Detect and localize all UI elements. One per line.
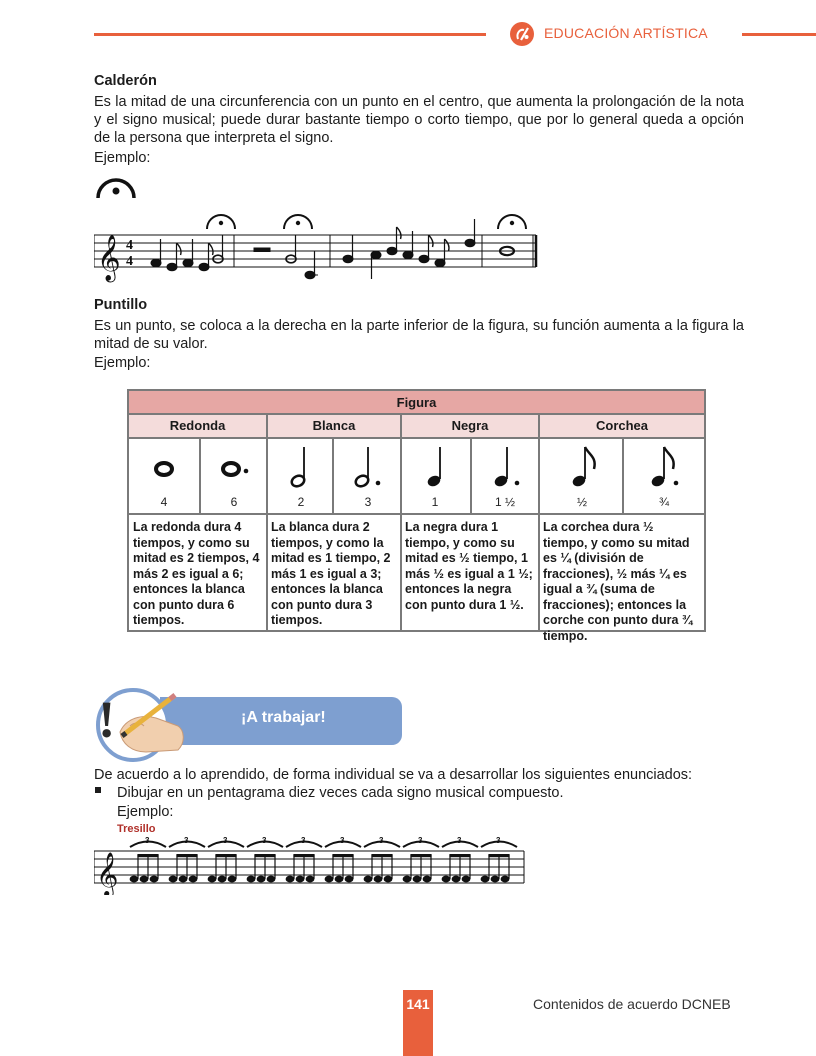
tuplet-number: 3 <box>223 836 228 845</box>
puntillo-paragraph: Es un punto, se coloca a la derecha en la parte inferior de la figura, su función aumenta a la figura la mitad de su valor. <box>94 318 744 352</box>
activity-bullet-text: Dibujar en un pentagrama diez veces cada signo musical compuesto. <box>117 785 564 801</box>
bullet-marker <box>95 787 101 793</box>
subject-logo-icon <box>509 21 535 47</box>
figure-table <box>127 389 706 643</box>
column-header-blanca: Blanca <box>312 418 356 433</box>
column-header-redonda: Redonda <box>169 418 226 433</box>
value-blanca: 2 <box>297 495 305 509</box>
fermata-staff-example <box>94 205 538 285</box>
table-header-row <box>129 415 704 439</box>
header-rule-right <box>742 33 816 36</box>
exclamation-icon: ! <box>98 692 116 749</box>
footer-text: Contenidos de acuerdo DCNEB <box>533 996 731 1012</box>
header-rule-left <box>94 33 486 36</box>
calderon-paragraph: Es la mitad de una circunferencia con un punto en el centro, que aumenta la prolongación de la nota y el signo musical; puede durar bastante tiempo o corto tiempo, que por lo general queda a opción de la persona que interpreta el signo. <box>94 94 744 146</box>
svg-text:𝄞: 𝄞 <box>97 235 121 281</box>
divider <box>622 439 624 513</box>
tuplet-number: 3 <box>145 836 150 845</box>
page-number: 141 <box>406 996 430 1012</box>
puntillo-heading: Puntillo <box>94 297 148 313</box>
divider <box>129 513 704 515</box>
tuplet-number: 3 <box>496 836 501 845</box>
description-redonda: La redonda dura 4 tiempos, y como su mitad es 2 tiempos, 4 más 2 es igual a 6; entonces la blanca con punto dura 6 tiempos. <box>133 520 260 627</box>
tuplet-number: 3 <box>379 836 384 845</box>
column-header-negra: Negra <box>451 418 489 433</box>
activity-intro: De acuerdo a lo aprendido, de forma individual se va a desarrollar los siguientes enunciados: <box>94 767 693 783</box>
table-title: Figura <box>129 391 704 415</box>
value-blanca-puntillo: 3 <box>364 495 372 509</box>
tuplet-number: 3 <box>418 836 423 845</box>
time-signature-top: 4 <box>126 238 133 253</box>
svg-text:𝄞: 𝄞 <box>96 852 119 895</box>
time-signature-bottom: 4 <box>126 254 133 269</box>
description-blanca: La blanca dura 2 tiempos, y como la mitad es 1 tiempo, 2 más 1 es igual a 3; entonces la blanca con punto dura 3 tiempos. <box>271 520 391 627</box>
divider <box>538 415 540 630</box>
tuplet-number: 3 <box>262 836 267 845</box>
value-corchea-puntillo: ¾ <box>658 495 669 509</box>
value-corchea: ½ <box>576 495 587 509</box>
tuplet-number: 3 <box>340 836 345 845</box>
description-negra: La negra dura 1 tiempo, y como su mitad es ½ tiempo, 1 más ½ es igual a 1 ½; entonces la negra con punto dura 1 ½. <box>405 520 533 612</box>
description-corchea: La corchea dura ½ tiempo, y como su mitad es ¼ (división de fracciones), ½ más ¼ es igual a ¾ (suma de fracciones); entonces la corche con punto dura ¾ tiempo. <box>543 520 693 643</box>
fermata-symbol <box>94 170 140 202</box>
puntillo-example-label: Ejemplo: <box>94 355 151 371</box>
activity-banner-title: ¡A trabajar! <box>241 709 326 726</box>
tuplet-number: 3 <box>301 836 306 845</box>
value-negra-puntillo: 1 ½ <box>494 495 515 509</box>
value-redonda: 4 <box>160 495 168 509</box>
tuplet-number: 3 <box>457 836 462 845</box>
activity-example-label: Ejemplo: <box>117 804 174 820</box>
tuplet-number: 3 <box>184 836 189 845</box>
subject-title: EDUCACIÓN ARTÍSTICA <box>544 25 708 41</box>
calderon-example-label: Ejemplo: <box>94 150 151 166</box>
value-negra: 1 <box>431 495 439 509</box>
tresillo-label: Tresillo <box>117 823 156 835</box>
value-redonda-puntillo: 6 <box>230 495 238 509</box>
column-header-corchea: Corchea <box>595 418 649 433</box>
calderon-heading: Calderón <box>94 73 157 89</box>
hand-pencil-icon <box>112 692 192 758</box>
tresillo-staff-example <box>94 833 526 895</box>
